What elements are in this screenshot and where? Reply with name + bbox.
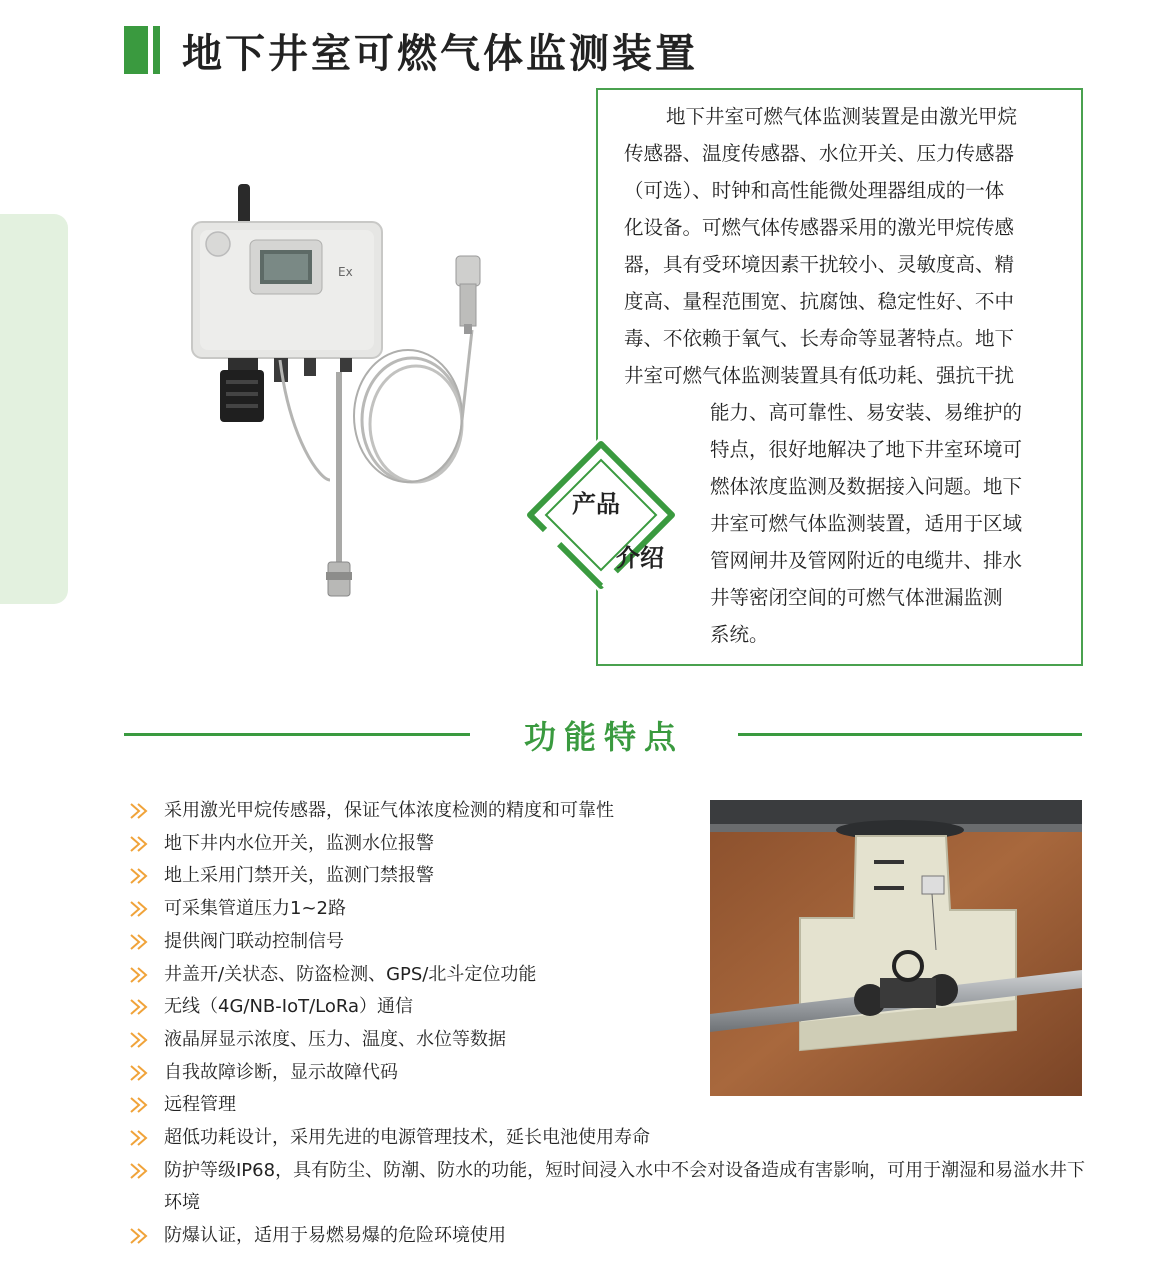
intro-line: 燃体浓度监测及数据接入问题。地下	[710, 475, 1023, 498]
intro-line: 能力、高可靠性、易安装、易维护的	[710, 401, 1023, 424]
feature-item	[130, 1089, 700, 1122]
arrow-bullet-icon	[130, 803, 152, 819]
intro-line: 器，具有受环境因素干扰较小、灵敏度高、精	[624, 253, 1015, 276]
feature-text: 超低功耗设计，采用先进的电源管理技术，延长电池使用寿命	[164, 1127, 650, 1149]
feature-item	[130, 991, 700, 1024]
device-image	[180, 180, 510, 620]
feature-item	[130, 828, 700, 861]
arrow-bullet-icon	[130, 1228, 152, 1244]
ex-mark: Ex	[338, 265, 353, 279]
badge-label-intro: 介绍	[616, 544, 664, 572]
intro-line: （可选）、时钟和高性能微处理器组成的一体	[624, 179, 1005, 202]
product-intro-badge	[516, 430, 686, 600]
feature-text: 自我故障诊断，显示故障代码	[164, 1061, 398, 1083]
arrow-bullet-icon	[130, 868, 152, 884]
section-divider-left	[124, 733, 470, 736]
feature-item	[130, 1220, 1090, 1253]
intro-line: 特点，很好地解决了地下井室环境可	[710, 438, 1023, 461]
feature-item	[130, 926, 700, 959]
arrow-bullet-icon	[130, 1163, 152, 1179]
feature-text: 远程管理	[164, 1094, 236, 1116]
section-title: 功能特点	[523, 718, 684, 756]
side-tab	[0, 214, 68, 604]
intro-line: 井等密闭空间的可燃气体泄漏监测	[710, 586, 1003, 609]
arrow-bullet-icon	[130, 934, 152, 950]
section-divider-right	[738, 733, 1082, 736]
feature-item	[130, 1024, 700, 1057]
arrow-bullet-icon	[130, 901, 152, 917]
arrow-bullet-icon	[130, 1130, 152, 1146]
intro-line: 传感器、温度传感器、水位开关、压力传感器	[624, 142, 1015, 165]
badge-label-product: 产品	[572, 490, 620, 518]
page-title: 地下井室可燃气体监测装置	[182, 29, 698, 77]
feature-text: 防爆认证，适用于易燃易爆的危险环境使用	[164, 1225, 506, 1247]
feature-text: 井盖开/关状态、防盗检测、GPS/北斗定位功能	[164, 963, 537, 985]
arrow-bullet-icon	[130, 1065, 152, 1081]
feature-item	[130, 1155, 1090, 1220]
feature-item	[130, 1122, 1090, 1155]
feature-text: 液晶屏显示浓度、压力、温度、水位等数据	[164, 1028, 506, 1050]
arrow-bullet-icon	[130, 1097, 152, 1113]
feature-text: 提供阀门联动控制信号	[164, 930, 344, 952]
intro-paragraph	[624, 98, 1056, 653]
feature-text: 地上采用门禁开关，监测门禁报警	[164, 865, 434, 887]
arrow-bullet-icon	[130, 999, 152, 1015]
feature-text: 可采集管道压力1~2路	[164, 898, 346, 920]
intro-line: 管网闸井及管网附近的电缆井、排水	[710, 549, 1023, 572]
arrow-bullet-icon	[130, 836, 152, 852]
feature-item	[130, 1057, 700, 1090]
header	[124, 24, 698, 76]
arrow-bullet-icon	[130, 967, 152, 983]
intro-line: 毒、不依赖于氧气、长寿命等显著特点。地下	[624, 327, 1015, 350]
intro-line: 地下井室可燃气体监测装置是由激光甲烷	[666, 105, 1018, 128]
intro-line: 井室可燃气体监测装置，适用于区域	[710, 512, 1023, 535]
feature-item	[130, 795, 700, 828]
feature-item	[130, 860, 700, 893]
feature-text: 地下井内水位开关，监测水位报警	[164, 832, 434, 854]
feature-item	[130, 893, 700, 926]
intro-line: 系统。	[710, 623, 769, 646]
title-mark-icon	[124, 26, 160, 74]
intro-line: 化设备。可燃气体传感器采用的激光甲烷传感	[624, 216, 1015, 239]
intro-line: 井室可燃气体监测装置具有低功耗、强抗干扰	[624, 364, 1015, 387]
arrow-bullet-icon	[130, 1032, 152, 1048]
feature-text: 无线（4G/NB-IoT/LoRa）通信	[164, 996, 414, 1018]
feature-text: 防护等级IP68，具有防尘、防潮、防水的功能，短时间浸入水中不会对设备造成有害影响，可用于潮湿和易溢水井下环境	[164, 1159, 1086, 1214]
feature-text: 采用激光甲烷传感器，保证气体浓度检测的精度和可靠性	[164, 800, 614, 821]
intro-line: 度高、量程范围宽、抗腐蚀、稳定性好、不中	[624, 290, 1015, 313]
well-scene-image	[710, 800, 1082, 1096]
feature-item	[130, 959, 700, 992]
